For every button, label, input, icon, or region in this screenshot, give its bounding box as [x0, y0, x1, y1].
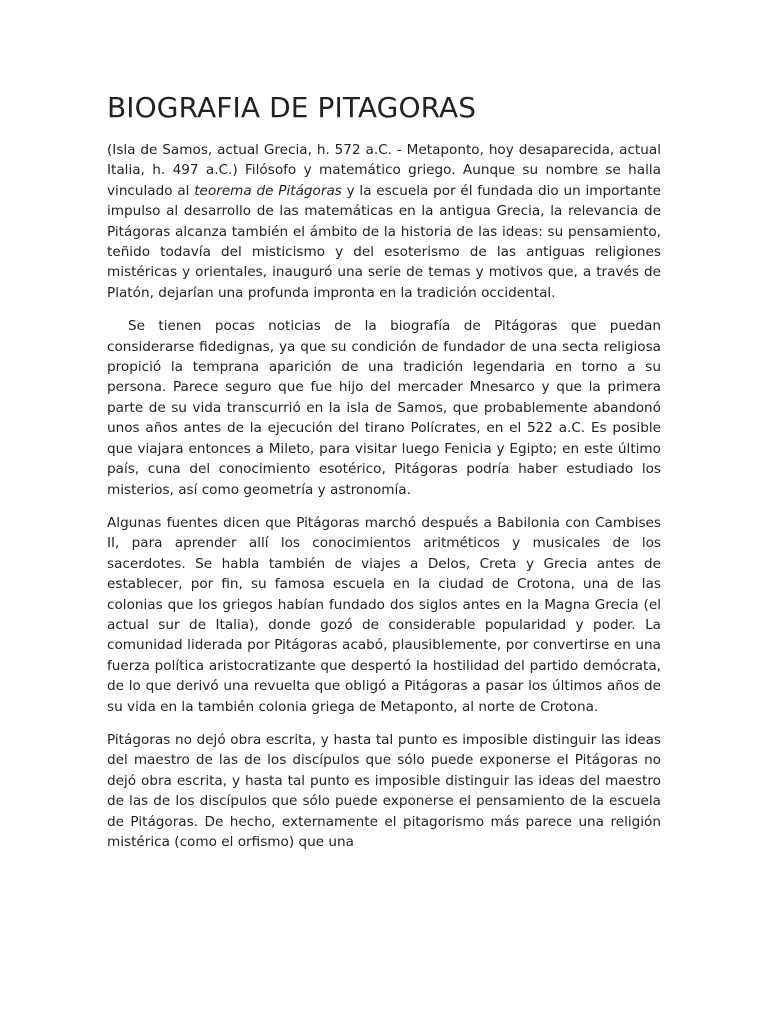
paragraph-1-text-start: (Isla de Samos, actual Grecia, h. 572 a.C. - Metaponto, hoy desaparecida, actual Italia, h. 497 a.C.) Filósofo y matemático griego. Aunque su nombre se halla vinculado al: [107, 142, 661, 199]
paragraph-2: Se tienen pocas noticias de la biografía de Pitágoras que puedan considerarse fidedignas, ya que su condición de fundador de una secta religiosa propició la temprana aparición de una tradición legendaria en torno a su persona. Parece seguro que fue hijo del mercader Mnesarco y que la primera parte de su vida transcurrió en la isla de Samos, que probablemente abandonó unos años antes de la ejecución del tirano Polícrates, en el 522 a.C. Es posible que viajara entonces a Mileto, para visitar luego Fenicia y Egipto; en este último país, cuna del conocimiento esotérico, Pitágoras podría haber estudiado los misterios, así como geometría y astronomía.: [107, 318, 661, 498]
document-title: BIOGRAFIA DE PITAGORAS: [107, 91, 477, 124]
document-page: [107, 88, 661, 865]
paragraph-4: Pitágoras no dejó obra escrita, y hasta tal punto es imposible distinguir las ideas del maestro de las de los discípulos que sólo puede exponerse el Pitágoras no dejó obra escrita, y hasta tal punto es imposible distinguir las ideas del maestro de las de los discípulos que sólo puede exponerse el pensamiento de la escuela de Pitágoras. De hecho, externamente el pitagorismo más parece una religión mistérica (como el orfismo) que una: [107, 731, 661, 850]
paragraph-1: [107, 140, 661, 303]
theorem-italic-text: teorema de Pitágoras: [194, 182, 342, 199]
paragraph-3: Algunas fuentes dicen que Pitágoras marchó después a Babilonia con Cambises II, para aprender allí los conocimientos aritméticos y musicales de los sacerdotes. Se habla también de viajes a Delos, Creta y Grecia antes de establecer, por fin, su famosa escuela en la ciudad de Crotona, una de las colonias que los griegos habían fundado dos siglos antes en la Magna Grecia (el actual sur de Italia), donde gozó de considerable popularidad y poder. La comunidad liderada por Pitágoras acabó, plausiblemente, por convertirse en una fuerza política aristocratizante que despertó la hostilidad del partido demócrata, de lo que derivó una revuelta que obligó a Pitágoras a pasar los últimos años de su vida en la también colonia griega de Metaponto, al norte de Crotona.: [107, 514, 661, 715]
paragraph-1-text-end: y la escuela por él fundada dio un importante impulso al desarrollo de las matemáticas en la antigua Grecia, la relevancia de Pitágoras alcanza también el ámbito de la historia de las ideas: su pensamiento, teñido todavía del misticismo y del esoterismo de las antiguas religiones mistéricas y orientales, inauguró una serie de temas y motivos que, a través de Platón, dejarían una profunda impronta en la tradición occidental.: [107, 182, 661, 301]
